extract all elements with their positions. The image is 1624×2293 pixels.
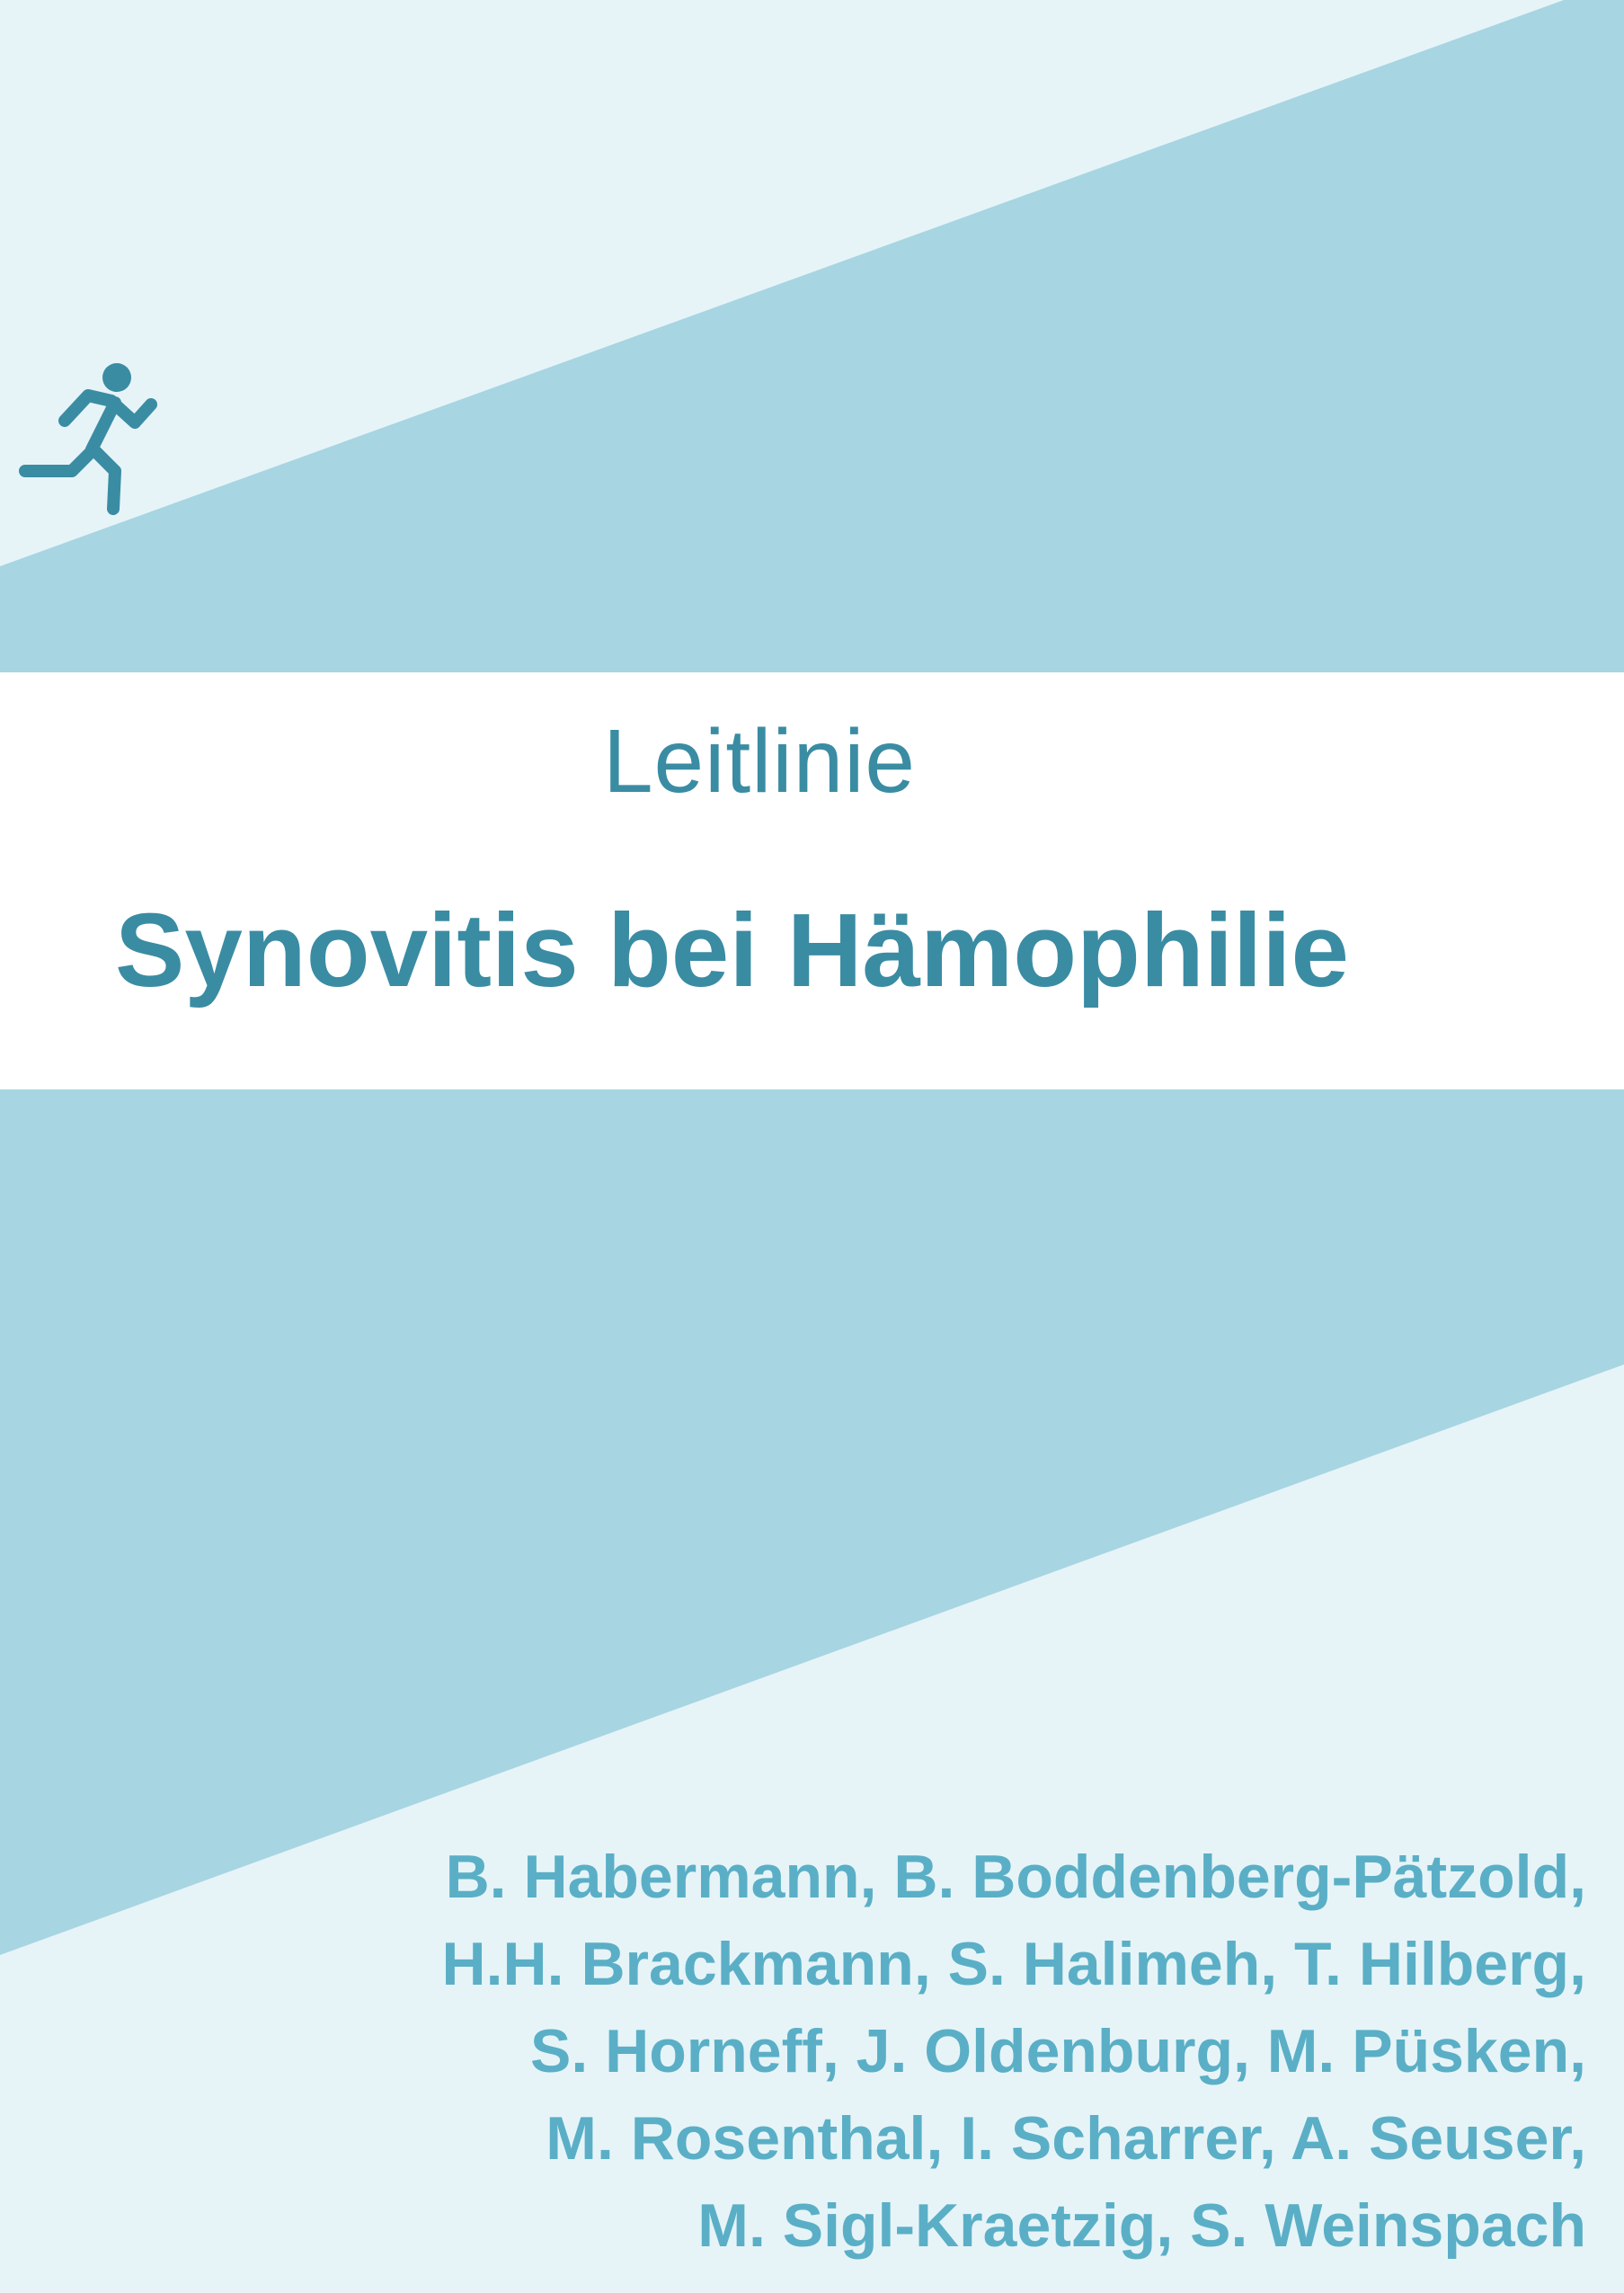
author-line: M. Sigl-Kraetzig, S. Weinspach [697, 2191, 1586, 2260]
author-line: B. Habermann, B. Boddenberg-Pätzold, [445, 1843, 1586, 1911]
author-line: S. Horneff, J. Oldenburg, M. Püsken, [529, 2017, 1586, 2085]
author-line: H.H. Brackmann, S. Halimeh, T. Hilberg, [441, 1930, 1586, 1998]
document-title: Synovitis bei Hämophilie [115, 892, 1349, 1009]
bottom-diagonal-band [0, 1089, 1624, 1955]
author-list [238, 1834, 1586, 2270]
author-line: M. Rosenthal, I. Scharrer, A. Seuser, [546, 2104, 1586, 2173]
document-type-label: Leitlinie [602, 711, 917, 812]
top-diagonal-band [0, 0, 1624, 672]
running-person-icon [18, 360, 162, 521]
